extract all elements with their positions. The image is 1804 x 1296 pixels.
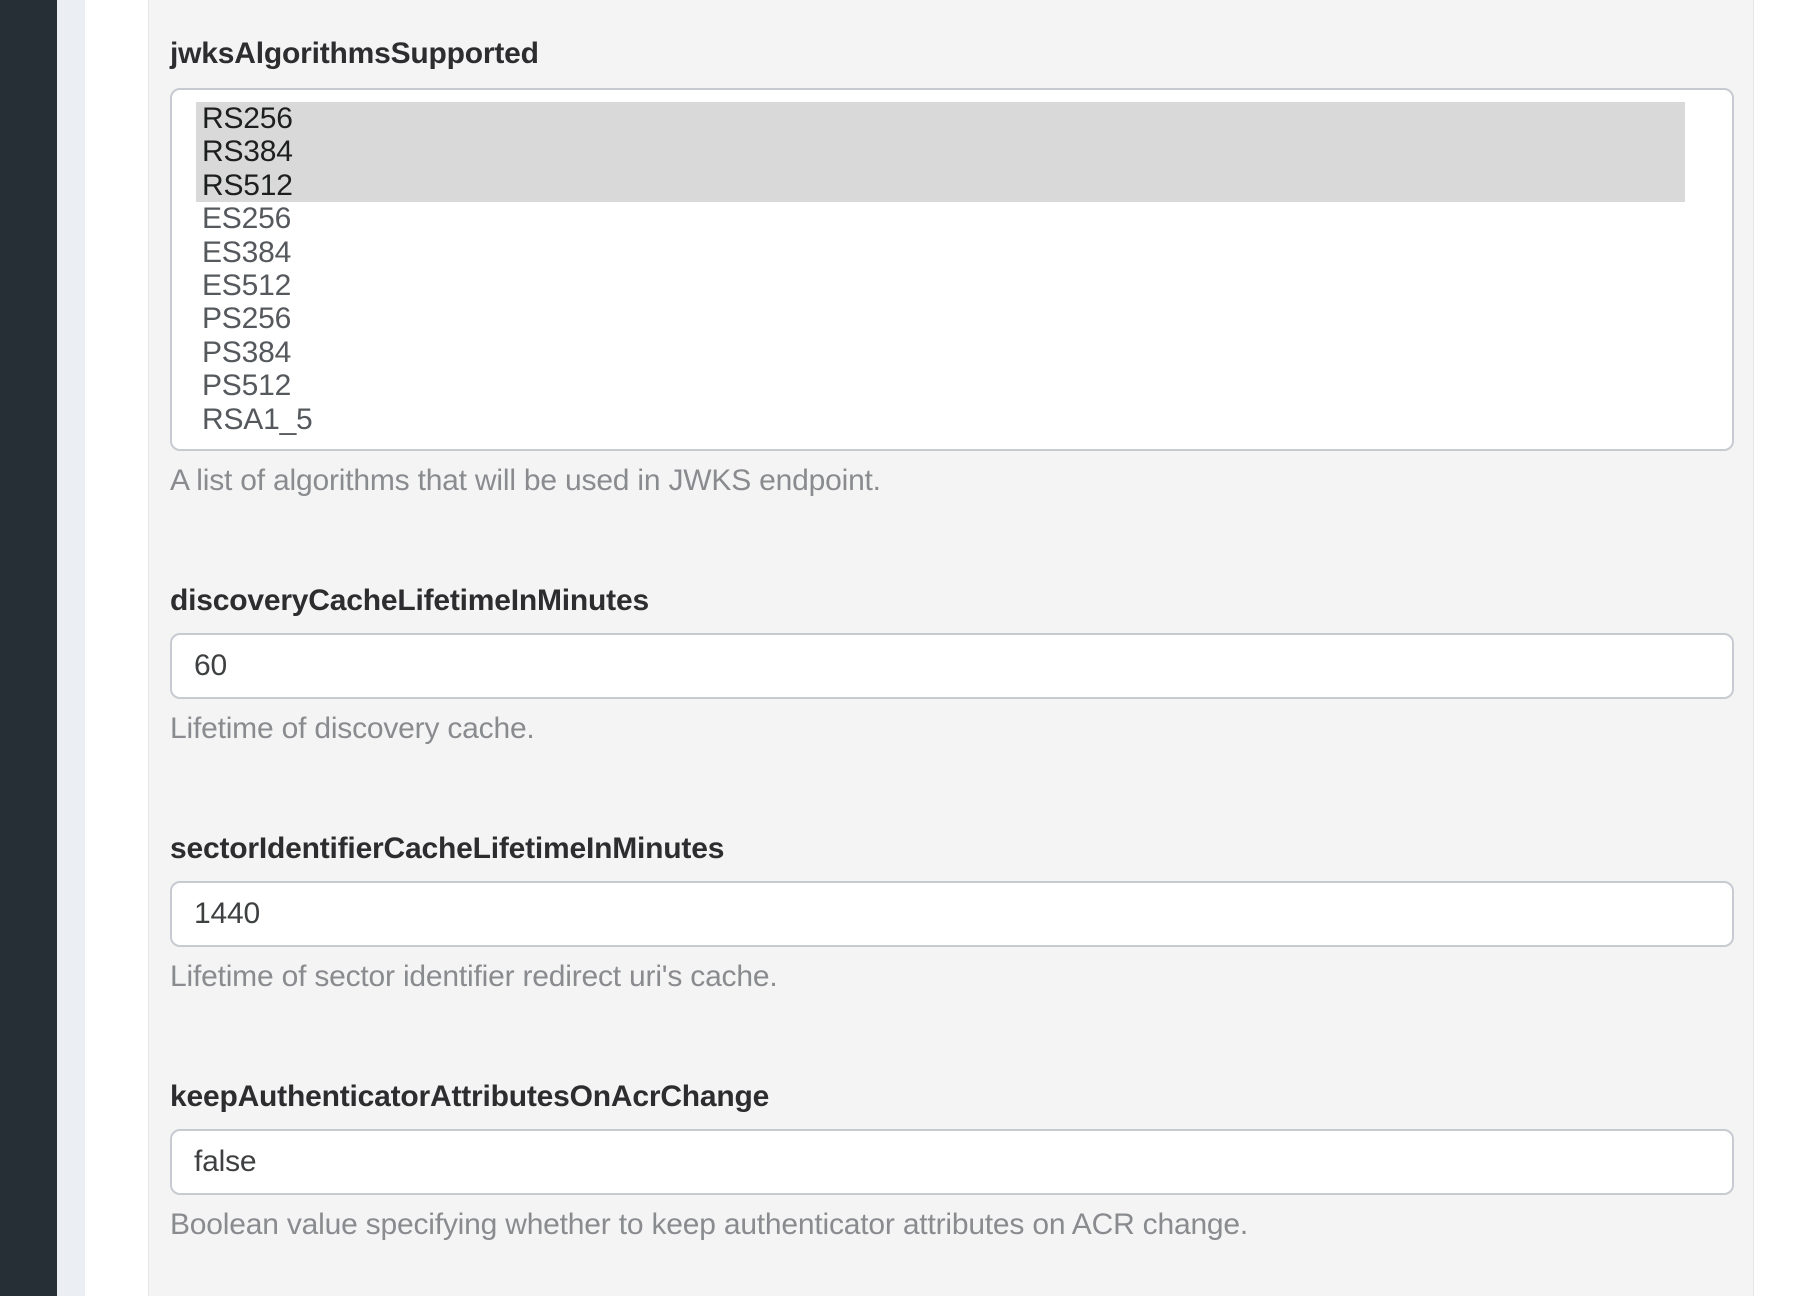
field-label: discoveryCacheLifetimeInMinutes: [170, 584, 649, 617]
option-ES256[interactable]: ES256: [202, 202, 292, 236]
field-sectorIdentifierCacheLifetimeInMinutes: [170, 831, 1734, 995]
field-label: jwksAlgorithmsSupported: [170, 37, 539, 70]
sectorIdentifierCacheLifetimeInMinutes-input[interactable]: [170, 881, 1734, 947]
field-label: keepAuthenticatorAttributesOnAcrChange: [170, 1080, 770, 1113]
field-label: sectorIdentifierCacheLifetimeInMinutes: [170, 832, 725, 865]
sidebar-gutter: [57, 0, 85, 1296]
option-RS384[interactable]: RS384: [196, 135, 1685, 168]
option-RSA1_5[interactable]: RSA1_5: [202, 402, 313, 436]
settings-panel: [148, 0, 1754, 1296]
field-helper-text: Boolean value specifying whether to keep authenticator attributes on ACR change.: [170, 1208, 1249, 1241]
field-keepAuthenticatorAttributesOnAcrChange: [170, 1079, 1734, 1243]
field-helper-text: Lifetime of discovery cache.: [170, 712, 535, 745]
discoveryCacheLifetimeInMinutes-input[interactable]: [170, 633, 1734, 699]
option-PS256[interactable]: PS256: [202, 302, 292, 336]
app-nav-sidebar: [0, 0, 57, 1296]
option-PS384[interactable]: PS384: [202, 335, 292, 369]
option-ES384[interactable]: ES384: [202, 235, 292, 269]
field-helper-text: Lifetime of sector identifier redirect uri's cache.: [170, 960, 778, 993]
field-jwksAlgorithmsSupported: [170, 36, 1734, 499]
jwksAlgorithmsSupported-listbox[interactable]: [170, 88, 1734, 451]
keepAuthenticatorAttributesOnAcrChange-input[interactable]: [170, 1129, 1734, 1195]
settings-form: [170, 36, 1753, 1243]
option-RS512[interactable]: RS512: [196, 169, 1685, 202]
option-PS512[interactable]: PS512: [202, 369, 292, 403]
field-helper-text: A list of algorithms that will be used in JWKS endpoint.: [170, 464, 881, 497]
option-ES512[interactable]: ES512: [202, 268, 292, 302]
field-discoveryCacheLifetimeInMinutes: [170, 583, 1734, 747]
option-RS256[interactable]: RS256: [196, 102, 1685, 135]
